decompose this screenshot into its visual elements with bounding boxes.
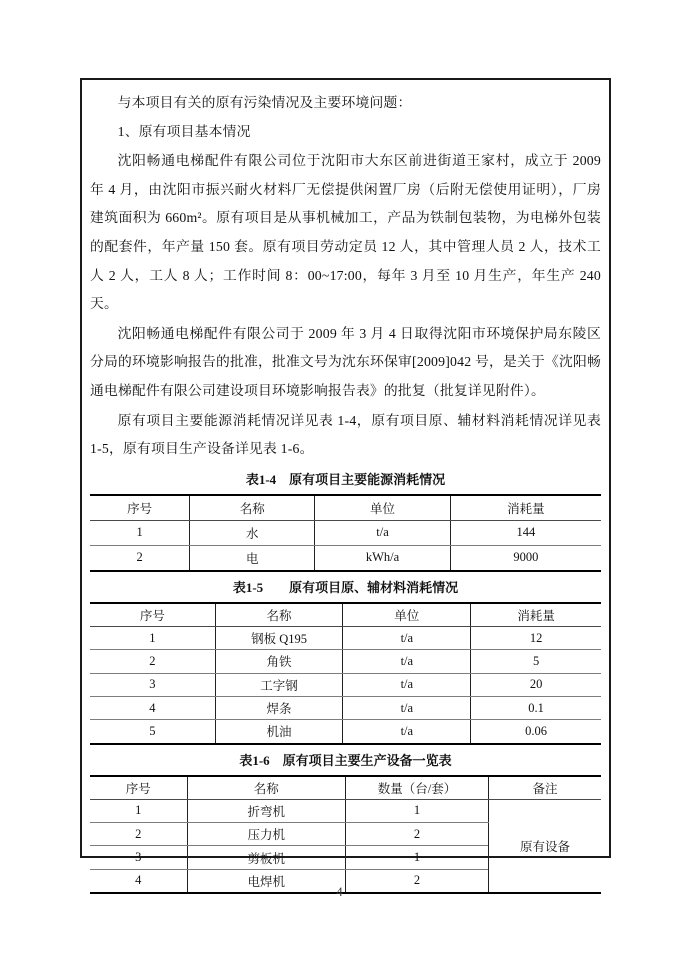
cell: 0.06 [471,720,601,744]
column-header: 备注 [489,776,601,800]
table-row [90,720,601,744]
cell: 0.1 [471,696,601,719]
cell: 工字钢 [215,673,343,696]
intro-line: 与本项目有关的原有污染情况及主要环境问题： [117,95,412,110]
cell: 3 [90,846,187,869]
cell: 2 [345,869,488,893]
table-row [90,673,601,696]
column-header: 数量（台/套） [345,776,488,800]
table-energy-consumption [90,494,601,572]
table-row [90,627,601,650]
cell: t/a [343,673,471,696]
table-row [90,696,601,719]
merged-remark-cell: 原有设备 [489,799,601,893]
column-header: 单位 [315,495,450,521]
table-row [90,545,601,571]
content-border-box [80,78,611,889]
table-production-equipment [90,775,601,894]
cell: 2 [90,823,187,846]
cell: 1 [345,846,488,869]
column-header: 名称 [190,495,315,521]
page-number: 4 [336,885,343,899]
cell: t/a [343,650,471,673]
cell: 1 [90,520,190,545]
cell: 144 [450,520,601,545]
cell: 钢板 Q195 [215,627,343,650]
cell: t/a [343,627,471,650]
cell: 电 [190,545,315,571]
cell: 折弯机 [187,799,345,822]
paragraph-approval-info: 沈阳畅通电梯配件有限公司于 2009 年 3 月 4 日取得沈阳市环境保护局东陵区分局的环境影响报告的批准，批准文号为沈东环保审[2009]042 号，是关于《沈阳畅通电梯配件有限公司建设项目环境影响报告表》的批复（批复详见附件）。 [90,325,601,398]
cell: t/a [315,520,450,545]
cell: 剪板机 [187,846,345,869]
cell: 电焊机 [187,869,345,893]
cell: 压力机 [187,823,345,846]
section-heading: 1、原有项目基本情况 [117,123,251,139]
table-row [90,520,601,545]
cell: 5 [149,723,156,738]
cell: 3 [90,673,215,696]
table-1-6-title: 表1-6 原有项目主要生产设备一览表 [239,752,452,768]
cell: t/a [343,720,471,744]
cell: t/a [343,696,471,719]
cell: 2 [136,550,143,565]
column-header: 序号 [90,603,215,627]
cell: 5 [471,650,601,673]
cell: 20 [471,673,601,696]
column-header: 序号 [90,495,190,521]
column-header: 名称 [215,603,343,627]
column-header: 消耗量 [471,603,601,627]
table-row [90,799,601,822]
cell: 1 [90,627,215,650]
cell: 9000 [450,545,601,571]
cell: 4 [90,696,215,719]
table-header-row [90,495,601,521]
cell: 2 [345,823,488,846]
cell: 角铁 [215,650,343,673]
cell: 4 [135,873,142,888]
table-row [90,650,601,673]
cell: 1 [345,799,488,822]
cell: 12 [471,627,601,650]
cell: 水 [190,520,315,545]
table-header-row [90,776,601,800]
column-header: 消耗量 [450,495,601,521]
paragraph-company-overview: 沈阳畅通电梯配件有限公司位于沈阳市大东区前进街道王家村，成立于 2009 年 4 月，由沈阳市振兴耐火材料厂无偿提供闲置厂房（后附无偿使用证明），厂房建筑面积为 660m²。原有项目是从事机械加工，产品为铁制包装物，为电梯外包装的配套件，年产量 150 套。原有项目劳动定员 12 人，其中管理人员 2 人，技术工人 2 人，工人 8 人；工作时间 8：00~17:00，每年 3 月至 10 月生产，年生产 240 天。 [90,153,601,312]
column-header: 序号 [90,776,187,800]
table-raw-materials [90,602,601,745]
cell: 焊条 [215,696,343,719]
cell: 1 [90,799,187,822]
table-1-5-title: 表1-5 原有项目原、辅材料消耗情况 [232,579,459,595]
cell: kWh/a [315,545,450,571]
cell: 2 [90,650,215,673]
column-header: 名称 [187,776,345,800]
column-header: 单位 [343,603,471,627]
table-1-4-title: 表1-4 原有项目主要能源消耗情况 [245,471,446,487]
table-header-row [90,603,601,627]
paragraph-table-references: 原有项目主要能源消耗情况详见表 1-4，原有项目原、辅材料消耗情况详见表 1-5，原有项目生产设备详见表 1-6。 [90,412,601,457]
cell: 机油 [215,720,343,744]
